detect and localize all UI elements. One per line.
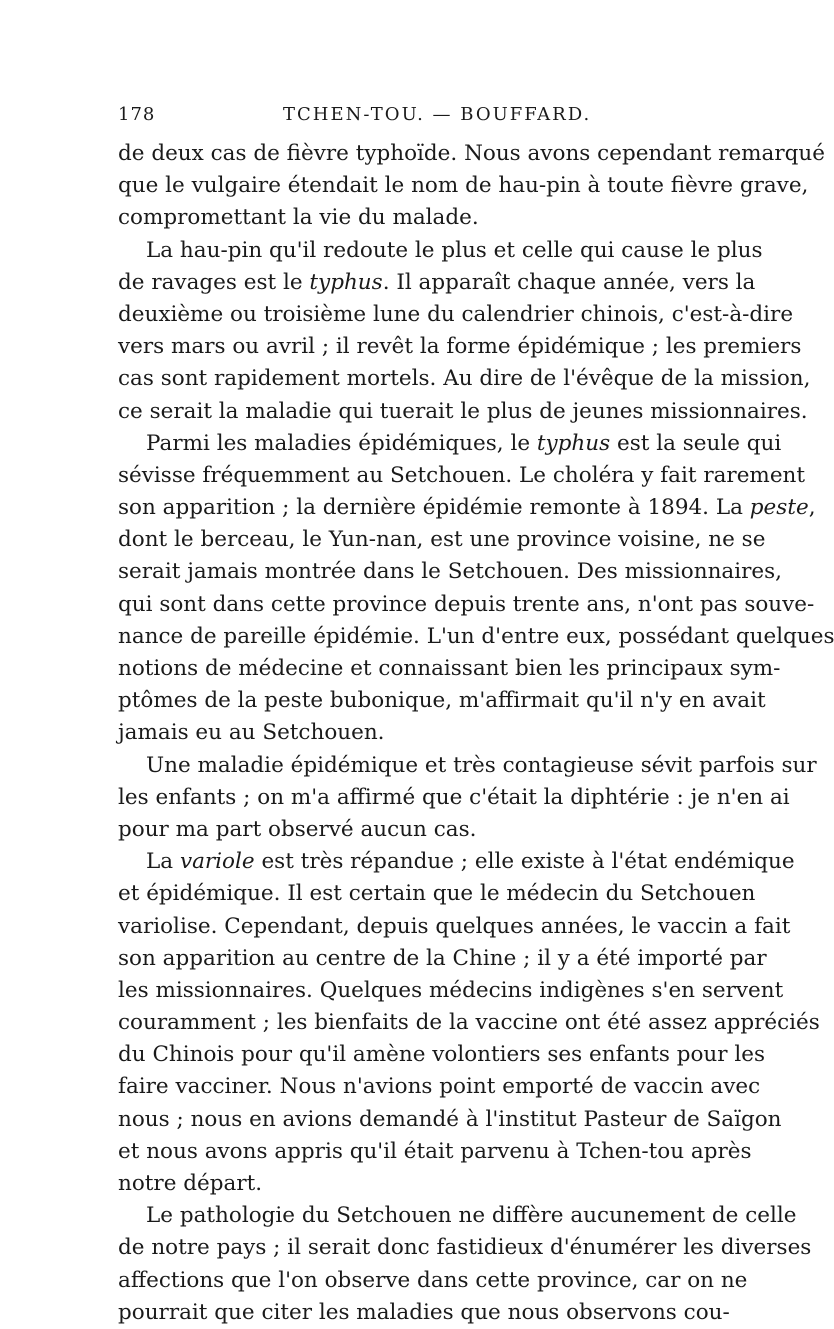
text-line: faire vacciner. Nous n'avions point emporté de vaccin avec <box>118 1074 761 1100</box>
text-line: couramment ; les bienfaits de la vaccine ont été assez appréciés <box>118 1010 820 1036</box>
text-line: sévisse fréquemment au Setchouen. Le choléra y fait rarement <box>118 462 806 488</box>
text-line: du Chinois pour qu'il amène volontiers ses enfants pour les <box>118 1042 766 1068</box>
italic-term: peste <box>749 495 809 521</box>
text-line: jamais eu au Setchouen. <box>118 720 385 746</box>
text-line: nous ; nous en avions demandé à l'institut Pasteur de Saïgon <box>118 1106 782 1132</box>
text-line: cas sont rapidement mortels. Au dire de l'évêque de la mission, <box>118 366 811 392</box>
text-line: et nous avons appris qu'il était parvenu à Tchen-tou après <box>118 1138 752 1164</box>
page-number: 178 <box>118 104 156 125</box>
text-line <box>118 267 756 299</box>
text-run: La <box>146 849 180 875</box>
body-text <box>118 138 834 1329</box>
text-line: pourrait que citer les maladies que nous observons cou- <box>118 1299 730 1325</box>
text-run: son apparition ; la dernière épidémie remonte à 1894. La <box>118 495 750 521</box>
text-line: les enfants ; on m'a affirmé que c'était la diphtérie : je n'en ai <box>118 784 790 810</box>
text-line: Une maladie épidémique et très contagieuse sévit parfois sur <box>146 752 817 778</box>
italic-term: variole <box>179 849 255 875</box>
text-line <box>118 846 795 878</box>
text-line: notre départ. <box>118 1171 263 1196</box>
text-line: variolise. Cependant, depuis quelques années, le vaccin a fait <box>118 913 791 939</box>
text-line: et épidémique. Il est certain que le médecin du Setchouen <box>118 881 756 907</box>
text-line <box>118 428 782 460</box>
text-line: deuxième ou troisième lune du calendrier chinois, c'est-à-dire <box>118 301 794 327</box>
italic-term: typhus <box>536 430 611 456</box>
text-line: La hau-pin qu'il redoute le plus et celle qui cause le plus <box>146 237 763 263</box>
text-run: Parmi les maladies épidémiques, le <box>146 430 537 456</box>
text-run: est la seule qui <box>610 430 782 456</box>
text-line: compromettant la vie du malade. <box>118 205 479 231</box>
text-line: nance de pareille épidémie. L'un d'entre eux, possédant quelques <box>118 623 834 649</box>
text-line: ce serait la maladie qui tuerait le plus de jeunes missionnaires. <box>118 398 808 424</box>
text-run: est très répandue ; elle existe à l'état endémique <box>254 849 795 875</box>
text-line: de deux cas de fièvre typhoïde. Nous avons cependant remarqué <box>118 141 825 166</box>
running-title: TCHEN-TOU. — BOUFFARD. <box>283 104 592 125</box>
text-line: notions de médecine et connaissant bien les principaux sym- <box>118 656 781 681</box>
text-run: de ravages est le <box>118 269 310 295</box>
text-line: de notre pays ; il serait donc fastidieux d'énumérer les diverses <box>118 1235 812 1261</box>
text-line: Le pathologie du Setchouen ne diffère aucunement de celle <box>146 1203 797 1229</box>
text-line: pour ma part observé aucun cas. <box>118 816 477 842</box>
text-line: les missionnaires. Quelques médecins indigènes s'en servent <box>118 977 784 1003</box>
text-run: , <box>808 495 816 521</box>
italic-term: typhus <box>309 269 383 295</box>
text-line: qui sont dans cette province depuis trente ans, n'ont pas souve- <box>118 591 815 617</box>
text-line <box>118 492 816 524</box>
text-line: ptômes de la peste bubonique, m'affirmait qu'il n'y en avait <box>118 688 766 714</box>
text-line: son apparition au centre de la Chine ; il y a été importé par <box>118 945 767 971</box>
text-line: serait jamais montrée dans le Setchouen. Des missionnaires, <box>118 559 782 585</box>
text-line: affections que l'on observe dans cette province, car on ne <box>118 1267 748 1293</box>
text-line: dont le berceau, le Yun-nan, est une province voisine, ne se <box>118 527 766 553</box>
running-head <box>118 104 683 134</box>
text-line: que le vulgaire étendait le nom de hau-pin à toute fièvre grave, <box>118 173 809 199</box>
text-line: vers mars ou avril ; il revêt la forme épidémique ; les premiers <box>118 334 802 360</box>
text-run: . Il apparaît chaque année, vers la <box>382 269 756 295</box>
